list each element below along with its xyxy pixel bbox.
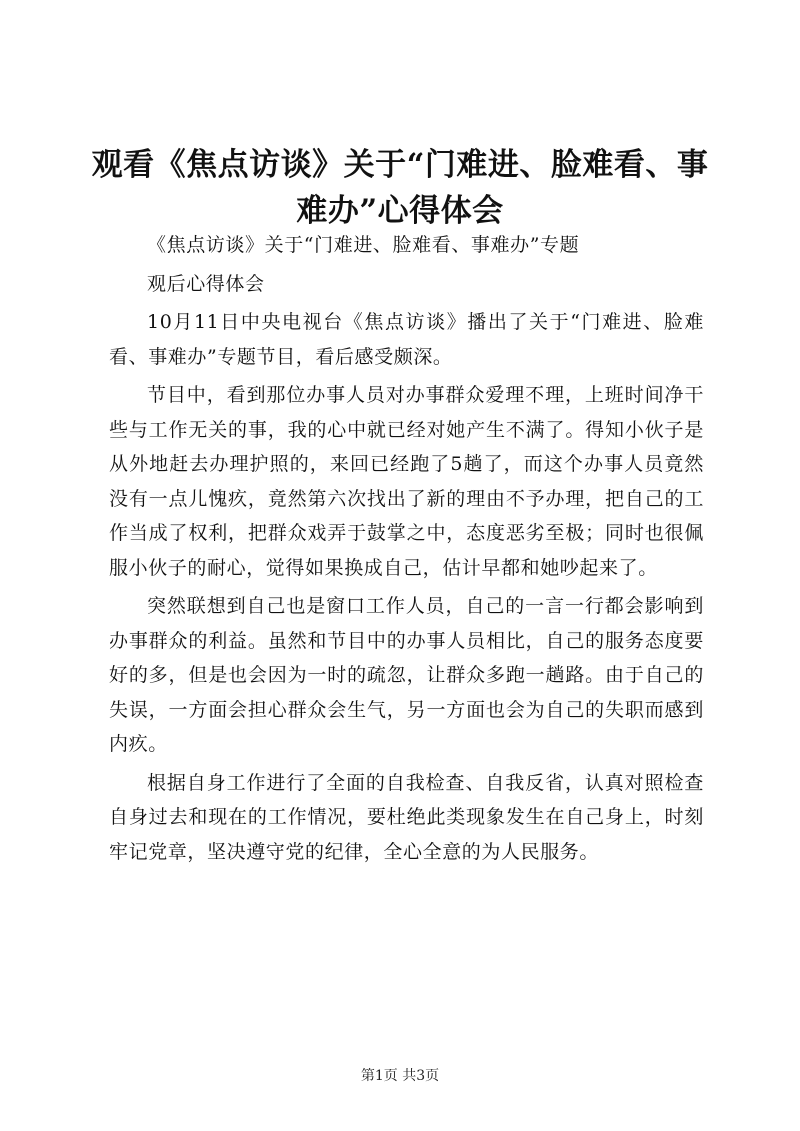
document-body	[109, 228, 704, 869]
paragraph-self-inspection: 根据自身工作进行了全面的自我检查、自我反省，认真对照检查自身过去和现在的工作情况，要杜绝此类现象发生在自己身上，时刻牢记党章，坚决遵守党的纪律，全心全意的为人民服务。	[109, 771, 704, 863]
page-footer: 第1页 共3页	[360, 1068, 440, 1084]
paragraph-intro: 10月11日中央电视台《焦点访谈》播出了关于“门难进、脸难看、事难办”专题节目，看后感受颇深。	[109, 311, 704, 368]
paragraph-self-reflection: 突然联想到自己也是窗口工作人员，自己的一言一行都会影响到办事群众的利益。虽然和节目中的办事人员相比，自己的服务态度要好的多，但是也会因为一时的疏忽，让群众多跑一趟路。由于自己的失误，一方面会担心群众会生气，另一方面也会为自己的失职而感到内疚。	[109, 595, 704, 755]
paragraph-subtitle-line-2: 观后心得体会	[147, 272, 265, 295]
paragraph-subtitle-line-1: 《焦点访谈》关于“门难进、脸难看、事难办”专题	[147, 234, 580, 256]
document-title: 观看《焦点访谈》关于“门难进、脸难看、事难办”心得体会	[91, 147, 709, 229]
paragraph-program-reflection: 节目中，看到那位办事人员对办事群众爱理不理，上班时间净干些与工作无关的事，我的心中就已经对她产生不满了。得知小伙子是从外地赶去办理护照的，来回已经跑了5趟了，而这个办事人员竟然没有一点儿愧疚，竟然第六次找出了新的理由不予办理，把自己的工作当成了权利，把群众戏弄于鼓掌之中，态度恶劣至极；同时也很佩服小伙子的耐心，觉得如果换成自己，估计早都和她吵起来了。	[109, 384, 704, 579]
